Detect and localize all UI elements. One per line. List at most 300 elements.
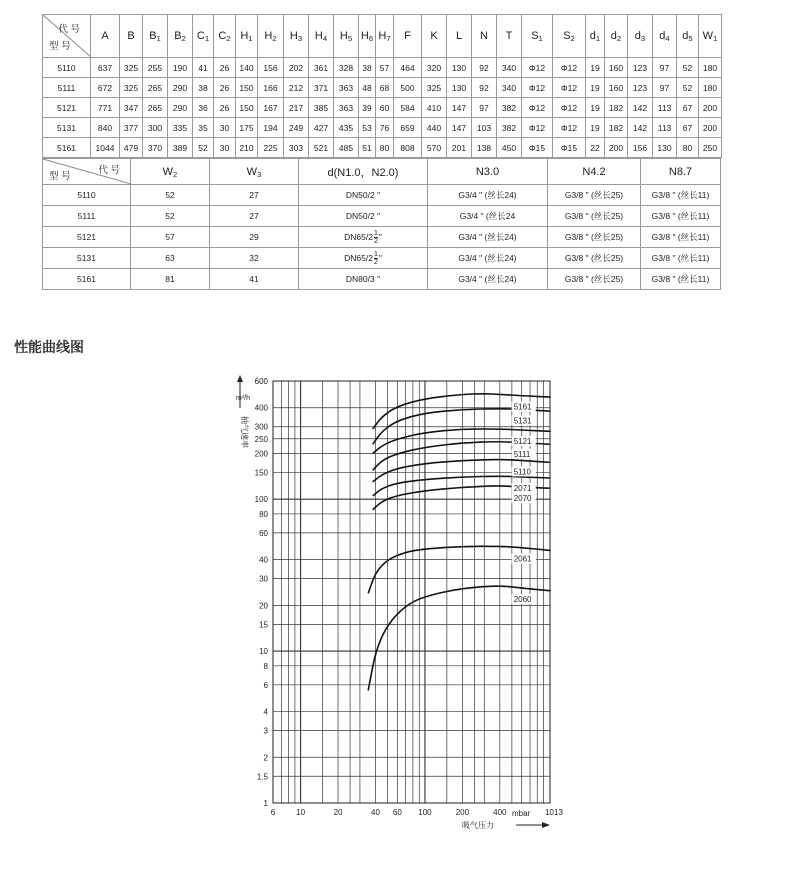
value-cell: 370 bbox=[143, 138, 168, 158]
value-cell: 142 bbox=[628, 118, 653, 138]
value-cell: 217 bbox=[284, 98, 309, 118]
w3-cell: 27 bbox=[210, 206, 299, 227]
n87-cell: G3/8 " (丝长11) bbox=[641, 248, 721, 269]
value-cell: 19 bbox=[586, 78, 605, 98]
header-letter: H bbox=[360, 30, 369, 42]
column-header bbox=[210, 159, 299, 185]
header-subscript: 3 bbox=[297, 34, 303, 43]
value-cell: 41 bbox=[193, 58, 214, 78]
d-prefix: DN50/2 " bbox=[345, 190, 381, 200]
column-header bbox=[359, 15, 376, 58]
value-cell: 52 bbox=[193, 138, 214, 158]
value-cell: 123 bbox=[628, 78, 653, 98]
value-cell: 450 bbox=[497, 138, 522, 158]
value-cell: 389 bbox=[168, 138, 193, 158]
value-cell: 771 bbox=[91, 98, 120, 118]
table-row bbox=[43, 206, 721, 227]
header-subscript: 1 bbox=[156, 34, 161, 43]
model-cell: 5111 bbox=[43, 78, 91, 98]
value-cell: 382 bbox=[497, 98, 522, 118]
connection-table bbox=[42, 158, 721, 290]
value-cell: Φ12 bbox=[553, 78, 586, 98]
value-cell: 255 bbox=[143, 58, 168, 78]
value-cell: 35 bbox=[193, 118, 214, 138]
value-cell: 328 bbox=[334, 58, 359, 78]
w3-cell: 41 bbox=[210, 269, 299, 290]
value-cell: 160 bbox=[605, 78, 628, 98]
value-cell: 427 bbox=[309, 118, 334, 138]
header-letter: S bbox=[563, 30, 571, 42]
column-header bbox=[677, 15, 699, 58]
column-header bbox=[586, 15, 605, 58]
dimension-table bbox=[42, 14, 722, 158]
value-cell: 250 bbox=[699, 138, 722, 158]
model-cell: 5111 bbox=[43, 206, 131, 227]
column-header bbox=[168, 15, 193, 58]
value-cell: 340 bbox=[497, 58, 522, 78]
value-cell: 290 bbox=[168, 98, 193, 118]
value-cell: 150 bbox=[236, 78, 258, 98]
header-subscript: 4 bbox=[322, 34, 328, 43]
column-header bbox=[214, 15, 236, 58]
value-cell: 175 bbox=[236, 118, 258, 138]
y-tick-label: 1.5 bbox=[256, 772, 268, 782]
value-cell: 113 bbox=[653, 98, 677, 118]
d-prefix: DN50/2 " bbox=[345, 211, 381, 221]
value-cell: 200 bbox=[699, 118, 722, 138]
header-subscript: 6 bbox=[368, 34, 374, 43]
header-subscript: 2 bbox=[226, 34, 231, 43]
value-cell: Φ12 bbox=[522, 58, 553, 78]
w2-cell: 57 bbox=[131, 227, 210, 248]
value-cell: 130 bbox=[447, 58, 472, 78]
n87-cell: G3/8 " (丝长11) bbox=[641, 185, 721, 206]
model-cell: 5110 bbox=[43, 185, 131, 206]
value-cell: Φ12 bbox=[522, 78, 553, 98]
value-cell: Φ12 bbox=[522, 98, 553, 118]
value-cell: 97 bbox=[653, 58, 677, 78]
header-subscript: 1 bbox=[538, 34, 543, 43]
column-header bbox=[553, 15, 586, 58]
value-cell: Φ12 bbox=[553, 118, 586, 138]
value-cell: 212 bbox=[284, 78, 309, 98]
w2-cell: 52 bbox=[131, 206, 210, 227]
value-cell: Φ12 bbox=[553, 58, 586, 78]
d-cell bbox=[299, 248, 428, 269]
value-cell: 167 bbox=[258, 98, 284, 118]
corner-header-cell bbox=[43, 159, 131, 185]
y-tick-label: 250 bbox=[254, 434, 268, 444]
column-header bbox=[131, 159, 210, 185]
x-tick-label: 60 bbox=[392, 808, 402, 817]
value-cell: 201 bbox=[447, 138, 472, 158]
table-header-row bbox=[43, 15, 722, 58]
header-letter: d bbox=[659, 30, 666, 42]
d-suffix: " bbox=[378, 231, 382, 242]
y-tick-label: 15 bbox=[259, 620, 268, 630]
n87-cell: G3/8 " (丝长11) bbox=[641, 206, 721, 227]
header-letter: W bbox=[246, 165, 258, 178]
header-subscript: 3 bbox=[257, 169, 262, 179]
value-cell: 150 bbox=[236, 98, 258, 118]
header-letter: C bbox=[218, 30, 227, 42]
n30-cell: G3/4 " (丝长24) bbox=[428, 248, 548, 269]
value-cell: 435 bbox=[334, 118, 359, 138]
chart-grid bbox=[273, 381, 550, 803]
header-letter: d bbox=[682, 30, 689, 42]
value-cell: 38 bbox=[359, 58, 376, 78]
d-prefix: DN80/3 " bbox=[345, 274, 381, 284]
y-tick-label: 300 bbox=[254, 422, 268, 432]
column-header bbox=[394, 15, 422, 58]
model-label: 型 号 bbox=[49, 41, 71, 52]
code-label: 代 号 bbox=[58, 24, 80, 35]
value-cell: 361 bbox=[309, 58, 334, 78]
value-cell: 500 bbox=[394, 78, 422, 98]
value-cell: 138 bbox=[472, 138, 497, 158]
value-cell: 182 bbox=[605, 98, 628, 118]
value-cell: 156 bbox=[628, 138, 653, 158]
value-cell: 130 bbox=[653, 138, 677, 158]
plot-frame bbox=[273, 381, 550, 803]
y-tick-label: 2 bbox=[263, 753, 268, 763]
value-cell: 67 bbox=[677, 98, 699, 118]
x-tick-label: 400 bbox=[493, 808, 507, 817]
column-header bbox=[422, 15, 447, 58]
header-subscript: 2 bbox=[173, 169, 178, 179]
header-letter: H bbox=[240, 30, 249, 42]
header-letter: B bbox=[174, 30, 182, 42]
y-tick-label: 200 bbox=[254, 449, 268, 459]
x-axis-arrowhead bbox=[542, 822, 550, 828]
n42-cell: G3/8 " (丝长25) bbox=[548, 185, 641, 206]
d-prefix: DN65/ bbox=[344, 231, 369, 242]
y-tick-label: 30 bbox=[259, 574, 268, 584]
y-tick-label: 4 bbox=[263, 707, 268, 717]
value-cell: 76 bbox=[376, 118, 394, 138]
model-label: 型 号 bbox=[49, 171, 71, 182]
value-cell: 1044 bbox=[91, 138, 120, 158]
value-cell: 19 bbox=[586, 118, 605, 138]
header-letter: N bbox=[480, 30, 488, 42]
x-title: 吸气压力 bbox=[462, 821, 494, 830]
value-cell: 479 bbox=[120, 138, 143, 158]
table-row bbox=[43, 58, 722, 78]
value-cell: 22 bbox=[586, 138, 605, 158]
table-row bbox=[43, 138, 722, 158]
x-tick-label: 6 bbox=[270, 808, 276, 817]
value-cell: 464 bbox=[394, 58, 422, 78]
model-cell: 5121 bbox=[43, 98, 91, 118]
n30-cell: G3/4 " (丝长24) bbox=[428, 185, 548, 206]
value-cell: 325 bbox=[422, 78, 447, 98]
value-cell: 30 bbox=[214, 138, 236, 158]
value-cell: 200 bbox=[605, 138, 628, 158]
value-cell: 67 bbox=[677, 118, 699, 138]
value-cell: 92 bbox=[472, 78, 497, 98]
header-letter: S bbox=[531, 30, 539, 42]
value-cell: 26 bbox=[214, 78, 236, 98]
value-cell: Φ12 bbox=[522, 118, 553, 138]
model-cell: 5161 bbox=[43, 138, 91, 158]
header-letter: W bbox=[162, 165, 174, 178]
x-unit: mbar bbox=[512, 809, 531, 818]
series-label-2061: 2061 bbox=[513, 554, 532, 564]
value-cell: 584 bbox=[394, 98, 422, 118]
y-tick-label: 6 bbox=[263, 680, 268, 690]
value-cell: 52 bbox=[677, 58, 699, 78]
value-cell: 335 bbox=[168, 118, 193, 138]
value-cell: 57 bbox=[376, 58, 394, 78]
value-cell: 26 bbox=[214, 98, 236, 118]
value-cell: 48 bbox=[359, 78, 376, 98]
table-row bbox=[43, 98, 722, 118]
header-subscript: 3 bbox=[640, 34, 646, 43]
y-tick-label: 60 bbox=[259, 528, 268, 538]
value-cell: 180 bbox=[699, 78, 722, 98]
n42-cell: G3/8 " (丝长25) bbox=[548, 248, 641, 269]
d-integer: 2 bbox=[368, 231, 373, 242]
fraction-numerator: 1 bbox=[373, 250, 378, 258]
x-tick-label: 40 bbox=[371, 808, 380, 817]
y-axis-arrowhead bbox=[237, 375, 243, 382]
column-header bbox=[447, 15, 472, 58]
value-cell: 142 bbox=[628, 98, 653, 118]
header-letter: H bbox=[314, 30, 323, 42]
model-cell: 5131 bbox=[43, 248, 131, 269]
header-subscript: 2 bbox=[272, 34, 277, 43]
y-title: 抽气速率 bbox=[240, 416, 249, 448]
value-cell: 440 bbox=[422, 118, 447, 138]
x-tick-label: 10 bbox=[296, 808, 306, 817]
value-cell: Φ12 bbox=[553, 98, 586, 118]
value-cell: 53 bbox=[359, 118, 376, 138]
n30-cell: G3/4 " (丝长24 bbox=[428, 206, 548, 227]
y-axis bbox=[255, 377, 269, 808]
column-header bbox=[472, 15, 497, 58]
series-line-2061 bbox=[368, 546, 550, 593]
column-header bbox=[653, 15, 677, 58]
n42-cell: G3/8 " (丝长25) bbox=[548, 227, 641, 248]
header-letter: N8.7 bbox=[668, 165, 693, 178]
header-letter: d bbox=[610, 30, 617, 42]
value-cell: 19 bbox=[586, 58, 605, 78]
y-tick-label: 8 bbox=[263, 661, 268, 671]
value-cell: 371 bbox=[309, 78, 334, 98]
header-letter: H bbox=[289, 30, 298, 42]
header-letter: W bbox=[702, 30, 714, 42]
column-header bbox=[193, 15, 214, 58]
value-cell: 36 bbox=[193, 98, 214, 118]
fraction-denominator: 2 bbox=[373, 237, 378, 245]
value-cell: 26 bbox=[214, 58, 236, 78]
w3-cell: 29 bbox=[210, 227, 299, 248]
value-cell: 637 bbox=[91, 58, 120, 78]
series-label-5121: 5121 bbox=[513, 437, 532, 447]
header-subscript: 1 bbox=[713, 34, 718, 43]
w2-cell: 63 bbox=[131, 248, 210, 269]
value-cell: 300 bbox=[143, 118, 168, 138]
value-cell: 147 bbox=[447, 118, 472, 138]
header-letter: N3.0 bbox=[475, 165, 500, 178]
header-subscript: 1 bbox=[595, 34, 601, 43]
header-subscript: 5 bbox=[688, 34, 693, 43]
series-label-2070: 2070 bbox=[513, 494, 532, 504]
value-cell: 160 bbox=[605, 58, 628, 78]
fraction-denominator: 2 bbox=[373, 258, 378, 266]
value-cell: 385 bbox=[309, 98, 334, 118]
y-tick-label: 40 bbox=[259, 555, 268, 565]
value-cell: 808 bbox=[394, 138, 422, 158]
header-letter: B bbox=[127, 30, 135, 42]
series-label-5131: 5131 bbox=[513, 416, 532, 426]
header-subscript: 2 bbox=[181, 34, 186, 43]
n87-cell: G3/8 " (丝长11) bbox=[641, 269, 721, 290]
d-cell bbox=[299, 227, 428, 248]
column-header bbox=[236, 15, 258, 58]
header-subscript: 7 bbox=[386, 34, 391, 43]
header-letter: C bbox=[196, 30, 205, 42]
value-cell: 363 bbox=[334, 78, 359, 98]
value-cell: 156 bbox=[258, 58, 284, 78]
value-cell: 52 bbox=[677, 78, 699, 98]
value-cell: 97 bbox=[653, 78, 677, 98]
table-header-row bbox=[43, 159, 721, 185]
x-tick-label: 20 bbox=[333, 808, 343, 817]
series-label-2071: 2071 bbox=[513, 484, 532, 494]
value-cell: 194 bbox=[258, 118, 284, 138]
y-tick-label: 400 bbox=[254, 403, 268, 413]
value-cell: 182 bbox=[605, 118, 628, 138]
column-header bbox=[497, 15, 522, 58]
d-fraction bbox=[374, 230, 378, 245]
performance-chart bbox=[220, 368, 563, 838]
header-letter: d bbox=[589, 30, 596, 42]
column-header bbox=[334, 15, 359, 58]
w3-cell: 32 bbox=[210, 248, 299, 269]
section-title: 性能曲线图 bbox=[14, 340, 84, 356]
header-subscript: 2 bbox=[616, 34, 622, 43]
column-header bbox=[309, 15, 334, 58]
column-header bbox=[143, 15, 168, 58]
column-header bbox=[522, 15, 553, 58]
value-cell: Φ15 bbox=[553, 138, 586, 158]
y-unit: m³/h bbox=[236, 395, 250, 402]
value-cell: 210 bbox=[236, 138, 258, 158]
value-cell: 103 bbox=[472, 118, 497, 138]
value-cell: 325 bbox=[120, 78, 143, 98]
value-cell: 60 bbox=[376, 98, 394, 118]
header-letter: N4.2 bbox=[582, 165, 606, 178]
value-cell: 190 bbox=[168, 58, 193, 78]
column-header bbox=[299, 159, 428, 185]
header-letter: d bbox=[634, 30, 641, 42]
value-cell: 19 bbox=[586, 98, 605, 118]
value-cell: 113 bbox=[653, 118, 677, 138]
y-tick-label: 10 bbox=[259, 647, 268, 657]
value-cell: Φ15 bbox=[522, 138, 553, 158]
column-header bbox=[628, 15, 653, 58]
header-letter: K bbox=[430, 30, 438, 42]
n30-cell: G3/4 " (丝长24) bbox=[428, 227, 548, 248]
value-cell: 840 bbox=[91, 118, 120, 138]
corner-header-cell bbox=[43, 15, 91, 58]
w3-cell: 27 bbox=[210, 185, 299, 206]
value-cell: 30 bbox=[214, 118, 236, 138]
header-letter: T bbox=[505, 30, 513, 42]
value-cell: 672 bbox=[91, 78, 120, 98]
table-row bbox=[43, 118, 722, 138]
column-header bbox=[605, 15, 628, 58]
value-cell: 92 bbox=[472, 58, 497, 78]
series-label-5111: 5111 bbox=[513, 449, 531, 459]
table-row bbox=[43, 269, 721, 290]
d-suffix: " bbox=[378, 252, 382, 263]
value-cell: 123 bbox=[628, 58, 653, 78]
column-header bbox=[376, 15, 394, 58]
y-tick-label: 20 bbox=[259, 601, 268, 611]
value-cell: 521 bbox=[309, 138, 334, 158]
n42-cell: G3/8 " (丝长25) bbox=[548, 206, 641, 227]
header-letter: F bbox=[404, 30, 411, 42]
value-cell: 38 bbox=[193, 78, 214, 98]
header-letter: H bbox=[264, 30, 273, 42]
value-cell: 166 bbox=[258, 78, 284, 98]
header-letter: A bbox=[101, 30, 109, 42]
y-tick-label: 3 bbox=[263, 726, 268, 736]
value-cell: 382 bbox=[497, 118, 522, 138]
value-cell: 39 bbox=[359, 98, 376, 118]
value-cell: 363 bbox=[334, 98, 359, 118]
value-cell: 51 bbox=[359, 138, 376, 158]
value-cell: 97 bbox=[472, 98, 497, 118]
value-cell: 303 bbox=[284, 138, 309, 158]
column-header bbox=[428, 159, 548, 185]
d-cell bbox=[299, 269, 428, 290]
column-header bbox=[120, 15, 143, 58]
code-label: 代 号 bbox=[98, 165, 120, 176]
column-header bbox=[699, 15, 722, 58]
value-cell: 147 bbox=[447, 98, 472, 118]
value-cell: 485 bbox=[334, 138, 359, 158]
value-cell: 180 bbox=[699, 58, 722, 78]
y-axis-title bbox=[236, 375, 250, 448]
header-subscript: 4 bbox=[665, 34, 670, 43]
d-cell bbox=[299, 206, 428, 227]
header-letter: B bbox=[149, 30, 157, 42]
column-header bbox=[284, 15, 309, 58]
d-prefix: DN65/ bbox=[344, 252, 369, 263]
value-cell: 290 bbox=[168, 78, 193, 98]
series-labels bbox=[512, 402, 536, 604]
x-tick-label: 1013 bbox=[545, 808, 563, 817]
value-cell: 340 bbox=[497, 78, 522, 98]
value-cell: 68 bbox=[376, 78, 394, 98]
header-letter: H bbox=[339, 30, 348, 42]
model-cell: 5121 bbox=[43, 227, 131, 248]
model-cell: 5131 bbox=[43, 118, 91, 138]
d-integer: 2 bbox=[368, 252, 373, 263]
y-tick-label: 600 bbox=[254, 377, 268, 386]
series-label-2060: 2060 bbox=[513, 595, 532, 605]
model-cell: 5161 bbox=[43, 269, 131, 290]
table-row bbox=[43, 227, 721, 248]
value-cell: 80 bbox=[677, 138, 699, 158]
column-header bbox=[548, 159, 641, 185]
value-cell: 320 bbox=[422, 58, 447, 78]
n30-cell: G3/4 " (丝长24) bbox=[428, 269, 548, 290]
header-letter: L bbox=[455, 30, 463, 42]
